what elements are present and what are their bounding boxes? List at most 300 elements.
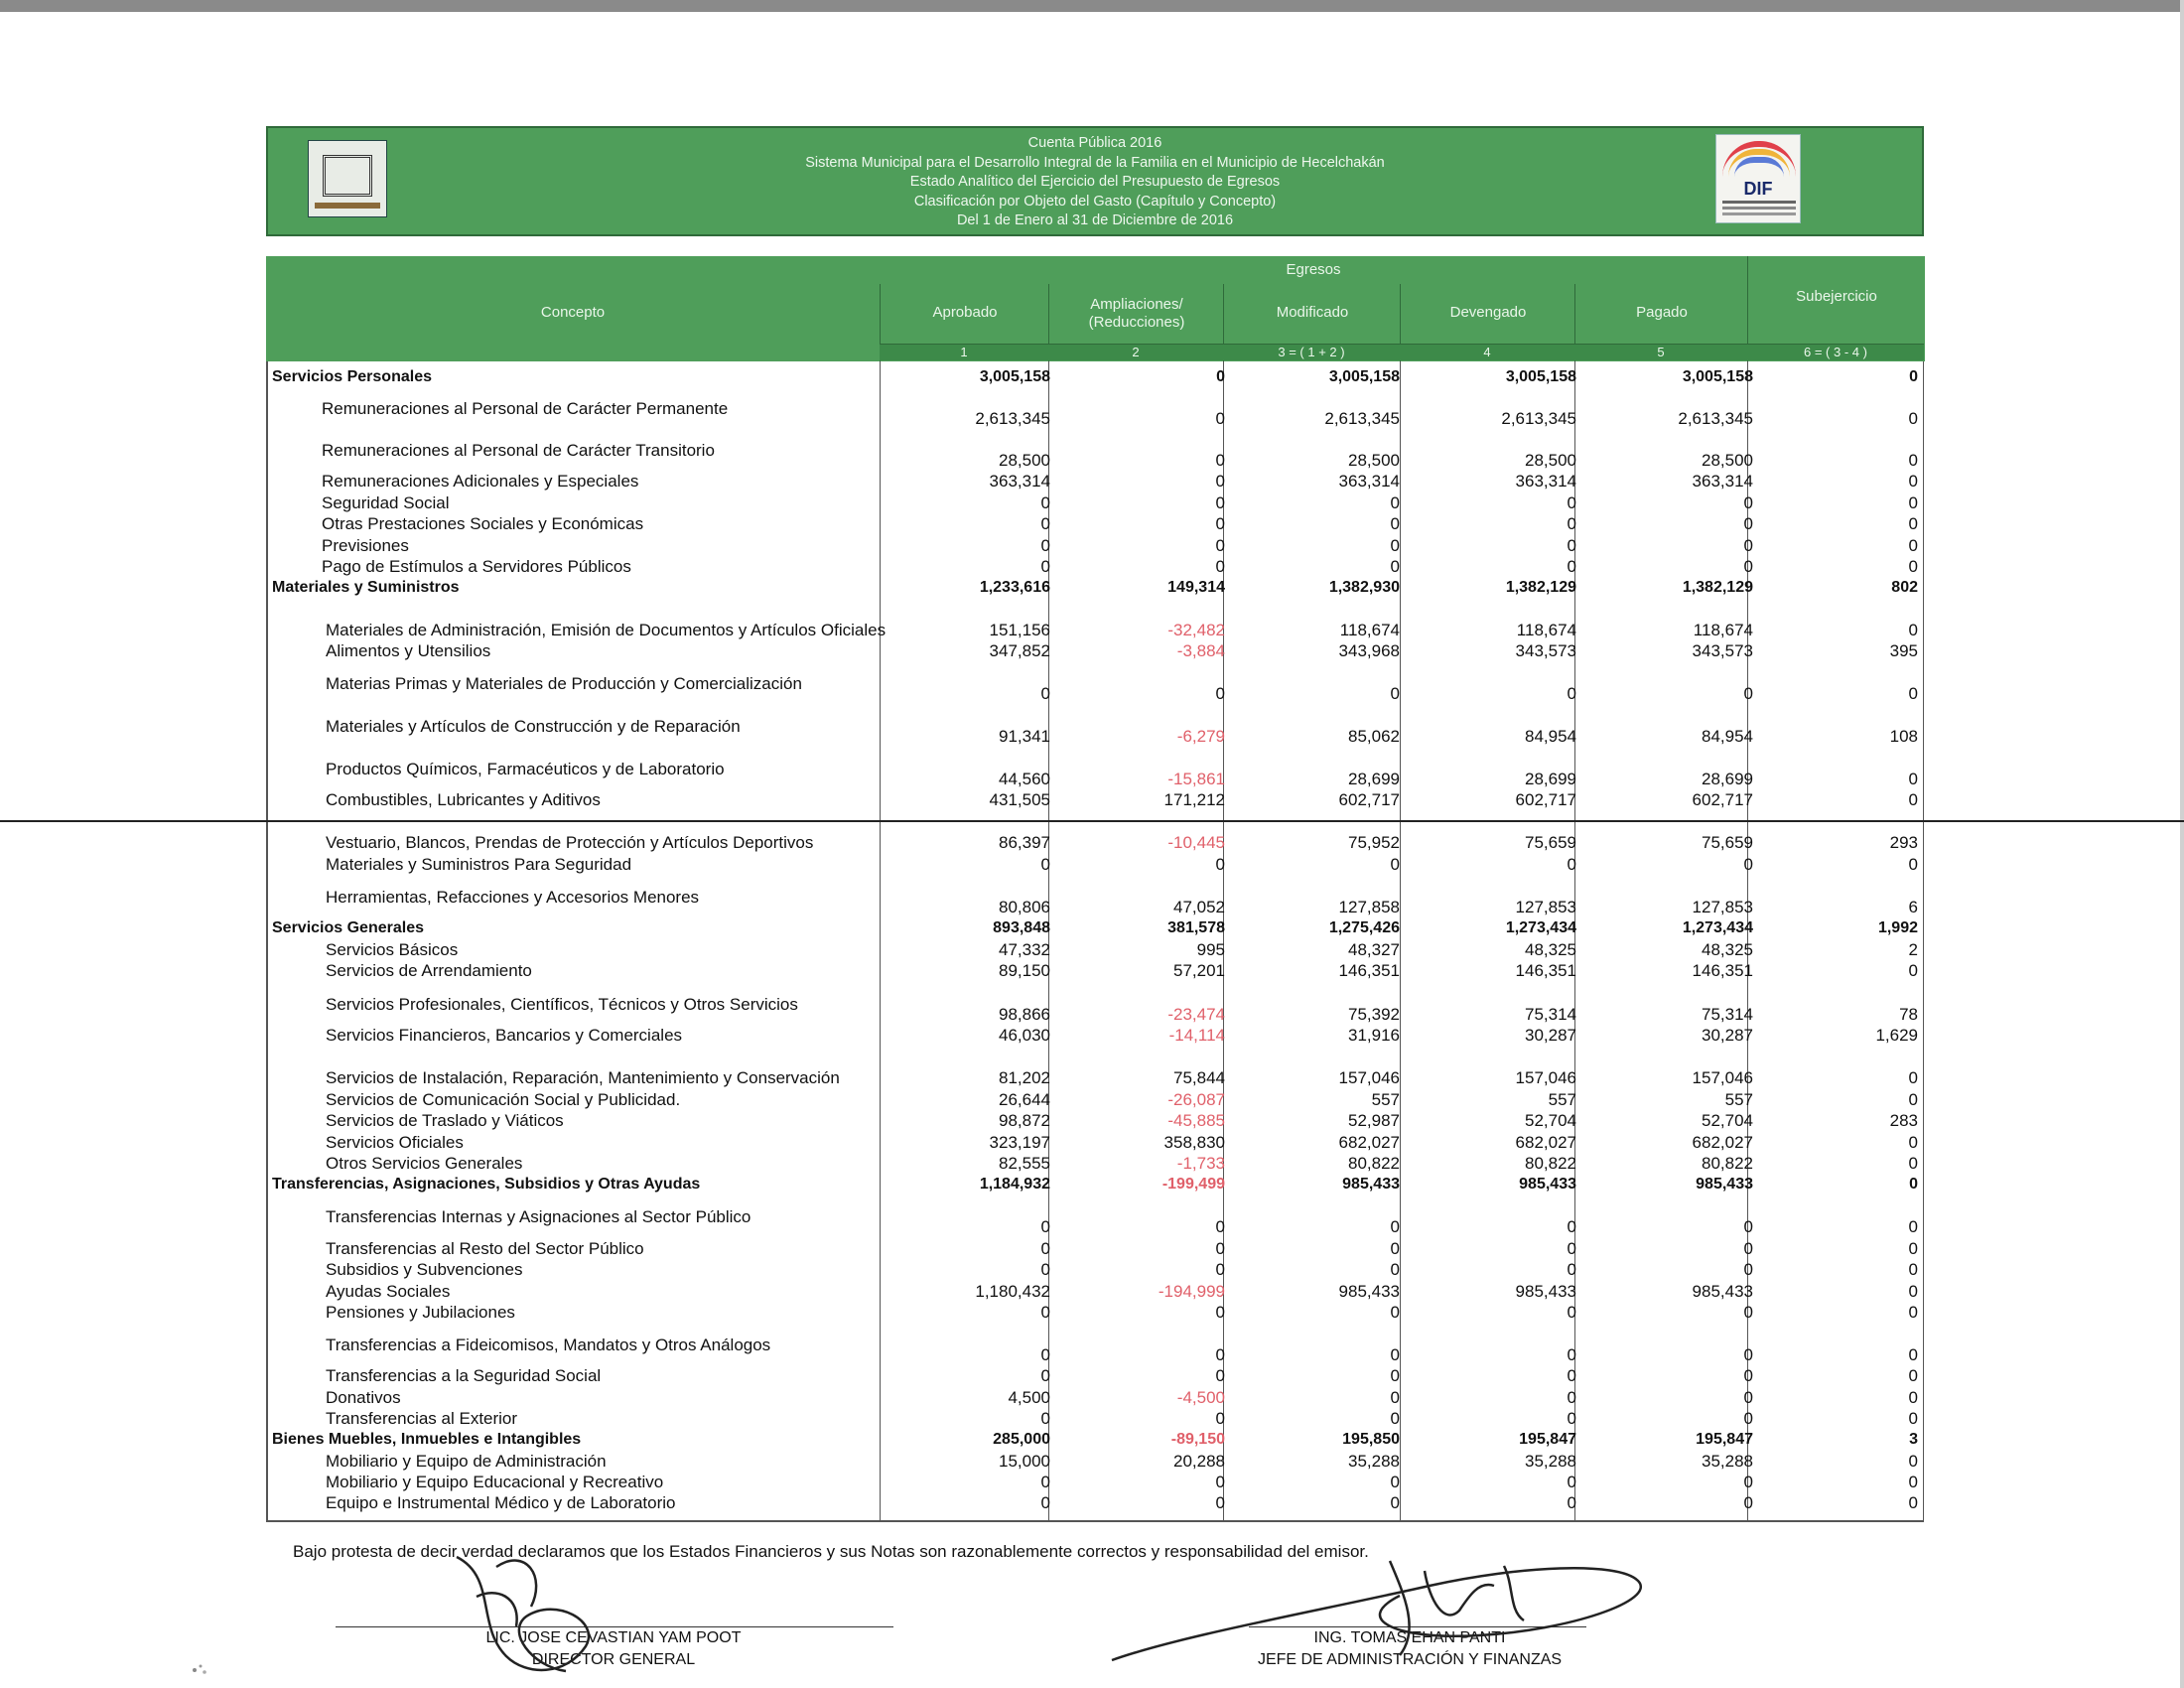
ampliaciones-value: 57,201: [1173, 961, 1225, 980]
subejercicio-value: 0: [1908, 557, 1918, 576]
row-label: Mobiliario y Equipo Educacional y Recreativo: [326, 1473, 664, 1491]
ampliaciones-value: 0: [1215, 514, 1225, 533]
table-row: [266, 1260, 1924, 1280]
aprobado-value: 431,505: [989, 790, 1050, 809]
aprobado-value: 2,613,345: [975, 409, 1050, 428]
report-title-line: Clasificación por Objeto del Gasto (Capítulo y Concepto): [913, 193, 1277, 210]
devengado-value: 682,027: [1515, 1133, 1576, 1152]
modificado-value: 2,613,345: [1324, 409, 1400, 428]
table-row: [266, 597, 1924, 640]
devengado-value: 0: [1567, 493, 1576, 512]
ampliaciones-value: 75,844: [1173, 1068, 1225, 1087]
subejercicio-value: 395: [1889, 641, 1918, 660]
ampliaciones-value: 0: [1215, 1217, 1225, 1236]
pagado-value: 0: [1743, 1493, 1753, 1512]
table-row: [266, 1336, 1924, 1365]
table-row: [266, 855, 1924, 875]
row-label: Materias Primas y Materiales de Producción y Comercialización: [326, 674, 802, 693]
pagado-value: 118,674: [1693, 621, 1753, 639]
signature-2-mark: [1102, 1541, 1658, 1680]
modificado-value: 195,850: [1342, 1431, 1400, 1448]
pagado-value: 0: [1743, 1303, 1753, 1322]
pagado-value: 0: [1743, 536, 1753, 555]
table-row: [266, 514, 1924, 534]
table-row: [266, 1282, 1924, 1302]
aprobado-value: 347,852: [989, 641, 1050, 660]
row-label: Bienes Muebles, Inmuebles e Intangibles: [272, 1431, 582, 1448]
modificado-value: 0: [1390, 1366, 1400, 1385]
subejercicio-value: 0: [1908, 1260, 1918, 1279]
row-label: Servicios Personales: [272, 368, 432, 385]
ampliaciones-value: -199,499: [1161, 1176, 1225, 1193]
subejercicio-value: 0: [1908, 1452, 1918, 1471]
devengado-value: 35,288: [1525, 1452, 1576, 1471]
aprobado-value: 80,806: [999, 898, 1050, 916]
devengado-value: 157,046: [1515, 1068, 1576, 1087]
ampliaciones-value: -15,861: [1167, 770, 1225, 788]
ampliaciones-value: -26,087: [1167, 1090, 1225, 1109]
aprobado-value: 3,005,158: [979, 368, 1050, 385]
subejercicio-value: 0: [1908, 409, 1918, 428]
modificado-value: 985,433: [1338, 1282, 1400, 1301]
table-section-row: [266, 367, 1924, 387]
aprobado-value: 89,150: [999, 961, 1050, 980]
report-title-line: Cuenta Pública 2016: [1027, 135, 1162, 151]
subejercicio-value: 0: [1908, 1473, 1918, 1491]
table-row: [266, 557, 1924, 577]
aprobado-value: 15,000: [999, 1452, 1050, 1471]
aprobado-value: 0: [1040, 855, 1050, 874]
row-label: Transferencias al Resto del Sector Público: [326, 1239, 644, 1258]
header-formula-5: 5: [1574, 344, 1747, 360]
pagado-value: 363,314: [1692, 472, 1753, 491]
header-subejercicio-label: Subejercicio: [1796, 288, 1877, 305]
aprobado-value: 0: [1040, 1260, 1050, 1279]
row-label: Materiales y Suministros: [272, 579, 460, 596]
devengado-value: 557: [1548, 1090, 1576, 1109]
ampliaciones-value: 0: [1215, 684, 1225, 703]
header-devengado-label: Devengado: [1449, 304, 1527, 321]
pagado-value: 557: [1724, 1090, 1753, 1109]
pagado-value: 682,027: [1692, 1133, 1753, 1152]
pagado-value: 75,314: [1702, 1005, 1753, 1024]
table-row: [266, 888, 1924, 917]
devengado-value: 0: [1567, 536, 1576, 555]
modificado-value: 157,046: [1338, 1068, 1400, 1087]
subejercicio-value: 1,629: [1875, 1026, 1918, 1045]
ampliaciones-value: 0: [1215, 1473, 1225, 1491]
pagado-value: 52,704: [1702, 1111, 1753, 1130]
ampliaciones-value: -89,150: [1170, 1431, 1225, 1448]
dif-logo-text: DIF: [1743, 179, 1773, 199]
signer2-title: JEFE DE ADMINISTRACIÓN Y FINANZAS: [1257, 1651, 1563, 1668]
pagado-value: 985,433: [1692, 1282, 1753, 1301]
subejercicio-value: 1,992: [1877, 919, 1918, 936]
row-label: Servicios Oficiales: [326, 1133, 464, 1152]
row-label: Remuneraciones al Personal de Carácter Permanente: [322, 399, 729, 418]
modificado-value: 0: [1390, 514, 1400, 533]
modificado-value: 343,968: [1338, 641, 1400, 660]
table-row: [266, 1154, 1924, 1174]
table-section-row: [266, 1175, 1924, 1195]
ampliaciones-value: 358,830: [1163, 1133, 1225, 1152]
row-label: Servicios Generales: [272, 919, 424, 936]
row-label: Servicios de Traslado y Viáticos: [326, 1111, 564, 1130]
modificado-value: 0: [1390, 493, 1400, 512]
ampliaciones-value: -1,733: [1176, 1154, 1225, 1173]
pagado-value: 0: [1743, 1473, 1753, 1491]
scan-fold-line: [0, 820, 2184, 822]
pagado-value: 343,573: [1692, 641, 1753, 660]
report-title-line: Sistema Municipal para el Desarrollo Integral de la Familia en el Municipio de Hecelchakán: [805, 154, 1385, 171]
aprobado-value: 0: [1040, 1239, 1050, 1258]
table-row: [266, 1045, 1924, 1088]
table-row: [266, 1409, 1924, 1429]
row-label: Mobiliario y Equipo de Administración: [326, 1452, 607, 1471]
subejercicio-value: 0: [1908, 1133, 1918, 1152]
row-label: Servicios Financieros, Bancarios y Comerciales: [326, 1026, 683, 1045]
ampliaciones-value: 0: [1215, 1366, 1225, 1385]
modificado-value: 1,275,426: [1328, 919, 1400, 936]
modificado-value: 146,351: [1338, 961, 1400, 980]
devengado-value: 127,853: [1515, 898, 1576, 916]
modificado-value: 31,916: [1348, 1026, 1400, 1045]
row-label: Combustibles, Lubricantes y Aditivos: [326, 790, 601, 809]
modificado-value: 0: [1390, 1388, 1400, 1407]
subejercicio-value: 0: [1908, 684, 1918, 703]
table-row: [266, 1090, 1924, 1110]
table-row: [266, 1452, 1924, 1472]
signer1-name: LIC. JOSE CEVASTIAN YAM POOT: [485, 1629, 742, 1646]
table-row: [266, 961, 1924, 981]
devengado-value: 0: [1567, 557, 1576, 576]
ampliaciones-value: -32,482: [1167, 621, 1225, 639]
modificado-value: 557: [1371, 1090, 1400, 1109]
pagado-value: 157,046: [1692, 1068, 1753, 1087]
row-label: Transferencias a la Seguridad Social: [326, 1366, 602, 1385]
table-row: [266, 1473, 1924, 1492]
table-row: [266, 995, 1924, 1025]
header-concepto: [266, 256, 880, 361]
row-label: Materiales y Artículos de Construcción y de Reparación: [326, 717, 741, 736]
header-egresos: [880, 256, 1747, 285]
table-row: [266, 1239, 1924, 1259]
aprobado-value: 28,500: [999, 451, 1050, 470]
table-row: [266, 472, 1924, 492]
pagado-value: 0: [1743, 1217, 1753, 1236]
pagado-value: 0: [1743, 557, 1753, 576]
aprobado-value: 285,000: [993, 1431, 1050, 1448]
ampliaciones-value: 0: [1215, 472, 1225, 491]
row-label: Subsidios y Subvenciones: [326, 1260, 523, 1279]
devengado-value: 28,500: [1525, 451, 1576, 470]
aprobado-value: 1,184,932: [979, 1176, 1050, 1193]
devengado-value: 3,005,158: [1505, 368, 1576, 385]
aprobado-value: 1,233,616: [979, 579, 1050, 596]
ampliaciones-value: 0: [1215, 536, 1225, 555]
devengado-value: 0: [1567, 684, 1576, 703]
modificado-value: 28,699: [1348, 770, 1400, 788]
table-row: [266, 674, 1924, 704]
aprobado-value: 0: [1040, 514, 1050, 533]
modificado-value: 682,027: [1338, 1133, 1400, 1152]
devengado-value: 0: [1567, 1345, 1576, 1364]
row-label: Servicios Profesionales, Científicos, Técnicos y Otros Servicios: [326, 995, 798, 1014]
devengado-value: 52,704: [1525, 1111, 1576, 1130]
devengado-value: 0: [1567, 514, 1576, 533]
ampliaciones-value: -6,279: [1176, 727, 1225, 746]
subejercicio-value: 0: [1908, 1154, 1918, 1173]
ampliaciones-value: -194,999: [1158, 1282, 1225, 1301]
aprobado-value: 0: [1040, 684, 1050, 703]
subejercicio-value: 0: [1908, 451, 1918, 470]
report-title-block: [268, 134, 1922, 231]
pagado-value: 1,273,434: [1682, 919, 1753, 936]
ampliaciones-value: -14,114: [1168, 1026, 1225, 1045]
modificado-value: 3,005,158: [1328, 368, 1400, 385]
signature-1-mark: [437, 1537, 635, 1686]
row-label: Pensiones y Jubilaciones: [326, 1303, 515, 1322]
devengado-value: 2,613,345: [1501, 409, 1576, 428]
ampliaciones-value: -23,474: [1167, 1005, 1225, 1024]
row-label: Servicios de Arrendamiento: [326, 961, 532, 980]
table-row: [266, 760, 1924, 789]
header-concepto-label: Concepto: [540, 304, 606, 321]
modificado-value: 1,382,930: [1328, 579, 1400, 596]
subejercicio-value: 0: [1908, 1068, 1918, 1087]
subejercicio-value: 802: [1891, 579, 1918, 596]
pagado-value: 195,847: [1696, 1431, 1753, 1448]
devengado-value: 343,573: [1515, 641, 1576, 660]
ampliaciones-value: 0: [1215, 557, 1225, 576]
ampliaciones-value: -4,500: [1176, 1388, 1225, 1407]
table-row: [266, 1207, 1924, 1237]
devengado-value: 1,382,129: [1505, 579, 1576, 596]
aprobado-value: 0: [1040, 1345, 1050, 1364]
row-label: Otras Prestaciones Sociales y Económicas: [322, 514, 644, 533]
modificado-value: 80,822: [1348, 1154, 1400, 1173]
table-row: [266, 1366, 1924, 1386]
ampliaciones-value: 0: [1216, 368, 1225, 385]
table-row: [266, 493, 1924, 513]
subejercicio-value: 0: [1908, 855, 1918, 874]
ampliaciones-value: 0: [1215, 1345, 1225, 1364]
devengado-value: 0: [1567, 1366, 1576, 1385]
subejercicio-value: 0: [1909, 1176, 1918, 1193]
table-row: [266, 399, 1924, 429]
subejercicio-value: 0: [1908, 1239, 1918, 1258]
devengado-value: 602,717: [1515, 790, 1576, 809]
pagado-value: 0: [1743, 1239, 1753, 1258]
modificado-value: 127,858: [1338, 898, 1400, 916]
modificado-value: 0: [1390, 1239, 1400, 1258]
row-label: Otros Servicios Generales: [326, 1154, 523, 1173]
pagado-value: 0: [1743, 1409, 1753, 1428]
pagado-value: 28,699: [1702, 770, 1753, 788]
signer1-title: DIRECTOR GENERAL: [531, 1651, 696, 1668]
aprobado-value: 323,197: [989, 1133, 1050, 1152]
table-row: [266, 1388, 1924, 1408]
subejercicio-value: 0: [1908, 1388, 1918, 1407]
declaration-text: Bajo protesta de decir verdad declaramos que los Estados Financieros y sus Notas son razonablemente correctos y responsabilidad del emisor.: [293, 1542, 1369, 1561]
table-row: [266, 641, 1924, 661]
header-formula-1: 1: [880, 344, 1048, 360]
modificado-value: 35,288: [1348, 1452, 1400, 1471]
devengado-value: 0: [1567, 1388, 1576, 1407]
pagado-value: 0: [1743, 684, 1753, 703]
ampliaciones-value: -3,884: [1176, 641, 1225, 660]
subejercicio-value: 283: [1889, 1111, 1918, 1130]
row-label: Donativos: [326, 1388, 401, 1407]
devengado-value: 0: [1567, 1217, 1576, 1236]
subejercicio-value: 0: [1908, 1409, 1918, 1428]
row-label: Transferencias Internas y Asignaciones al Sector Público: [326, 1207, 751, 1226]
subejercicio-value: 0: [1908, 1217, 1918, 1236]
aprobado-value: 0: [1040, 493, 1050, 512]
aprobado-value: 0: [1040, 1473, 1050, 1491]
pagado-value: 28,500: [1702, 451, 1753, 470]
subejercicio-value: 3: [1909, 1431, 1918, 1448]
pagado-value: 985,433: [1696, 1176, 1753, 1193]
ampliaciones-value: 20,288: [1173, 1452, 1225, 1471]
ampliaciones-value: 47,052: [1173, 898, 1225, 916]
subejercicio-value: 0: [1908, 621, 1918, 639]
row-label: Productos Químicos, Farmacéuticos y de Laboratorio: [326, 760, 725, 778]
devengado-value: 0: [1567, 1239, 1576, 1258]
aprobado-value: 0: [1040, 536, 1050, 555]
pagado-value: 0: [1743, 493, 1753, 512]
ampliaciones-value: 0: [1215, 855, 1225, 874]
row-label: Remuneraciones al Personal de Carácter Transitorio: [322, 441, 715, 460]
aprobado-value: 151,156: [989, 621, 1050, 639]
devengado-value: 118,674: [1516, 621, 1576, 639]
header-pagado-label: Pagado: [1636, 304, 1688, 321]
table-row: [266, 441, 1924, 471]
row-label: Servicios Básicos: [326, 940, 459, 959]
pagado-value: 84,954: [1702, 727, 1753, 746]
report-title-line: Estado Analítico del Ejercicio del Presupuesto de Egresos: [909, 174, 1281, 190]
row-label: Seguridad Social: [322, 493, 450, 512]
devengado-value: 1,273,434: [1505, 919, 1576, 936]
aprobado-value: 98,872: [999, 1111, 1050, 1130]
report-banner: [266, 126, 1924, 236]
table-row: [266, 1493, 1924, 1513]
ampliaciones-value: 149,314: [1167, 579, 1225, 596]
signer2-name: ING. TOMAS EHAN PANTI: [1313, 1629, 1506, 1646]
aprobado-value: 1,180,432: [975, 1282, 1050, 1301]
subejercicio-value: 0: [1908, 1345, 1918, 1364]
table-row: [266, 940, 1924, 960]
modificado-value: 28,500: [1348, 451, 1400, 470]
scan-top-edge: [0, 0, 2184, 12]
subejercicio-value: 0: [1908, 790, 1918, 809]
row-label: Previsiones: [322, 536, 409, 555]
row-label: Remuneraciones Adicionales y Especiales: [322, 472, 639, 491]
table-row: [266, 1133, 1924, 1153]
row-label: Servicios de Instalación, Reparación, Mantenimiento y Conservación: [326, 1068, 840, 1087]
header-formula-4: 4: [1400, 344, 1574, 360]
row-label: Pago de Estímulos a Servidores Públicos: [322, 557, 631, 576]
table-section-row: [266, 578, 1924, 598]
aprobado-value: 86,397: [999, 833, 1050, 852]
modificado-value: 75,952: [1348, 833, 1400, 852]
subejercicio-value: 2: [1908, 940, 1918, 959]
devengado-value: 146,351: [1515, 961, 1576, 980]
pagado-value: 0: [1743, 855, 1753, 874]
subejercicio-value: 293: [1889, 833, 1918, 852]
ampliaciones-value: 995: [1196, 940, 1225, 959]
modificado-value: 0: [1390, 1217, 1400, 1236]
header-aprobado-label: Aprobado: [932, 304, 998, 321]
pagado-value: 0: [1743, 1260, 1753, 1279]
pagado-value: 30,287: [1702, 1026, 1753, 1045]
pagado-value: 35,288: [1702, 1452, 1753, 1471]
devengado-value: 30,287: [1525, 1026, 1576, 1045]
ampliaciones-value: -10,445: [1167, 833, 1225, 852]
header-formula-2: 2: [1048, 344, 1223, 360]
aprobado-value: 0: [1040, 1409, 1050, 1428]
devengado-value: 985,433: [1515, 1282, 1576, 1301]
modificado-value: 363,314: [1338, 472, 1400, 491]
header-formula-6: 6 = ( 3 - 4 ): [1747, 344, 1924, 360]
aprobado-value: 81,202: [999, 1068, 1050, 1087]
subejercicio-value: 0: [1908, 1366, 1918, 1385]
ampliaciones-value: 0: [1215, 451, 1225, 470]
devengado-value: 75,314: [1525, 1005, 1576, 1024]
pagado-value: 75,659: [1702, 833, 1753, 852]
subejercicio-value: 0: [1909, 368, 1918, 385]
pagado-value: 0: [1743, 1388, 1753, 1407]
modificado-value: 0: [1390, 557, 1400, 576]
ampliaciones-value: 0: [1215, 1493, 1225, 1512]
ampliaciones-value: 0: [1215, 493, 1225, 512]
modificado-value: 48,327: [1348, 940, 1400, 959]
subejercicio-value: 0: [1908, 472, 1918, 491]
subejercicio-value: 0: [1908, 770, 1918, 788]
row-label: Materiales y Suministros Para Seguridad: [326, 855, 632, 874]
table-section-row: [266, 918, 1924, 938]
pagado-value: 0: [1743, 1345, 1753, 1364]
aprobado-value: 363,314: [989, 472, 1050, 491]
modificado-value: 75,392: [1348, 1005, 1400, 1024]
devengado-value: 195,847: [1519, 1431, 1576, 1448]
subejercicio-value: 0: [1908, 536, 1918, 555]
devengado-value: 0: [1567, 1473, 1576, 1491]
modificado-value: 0: [1390, 1345, 1400, 1364]
header-modificado-label: Modificado: [1276, 304, 1349, 321]
ampliaciones-value: 0: [1215, 1239, 1225, 1258]
aprobado-value: 0: [1040, 1366, 1050, 1385]
subejercicio-value: 6: [1908, 898, 1918, 916]
pagado-value: 602,717: [1692, 790, 1753, 809]
modificado-value: 52,987: [1348, 1111, 1400, 1130]
row-label: Herramientas, Refacciones y Accesorios Menores: [326, 888, 700, 907]
row-label: Alimentos y Utensilios: [326, 641, 491, 660]
table-row: [266, 536, 1924, 556]
modificado-value: 0: [1390, 684, 1400, 703]
aprobado-value: 4,500: [1008, 1388, 1050, 1407]
table-row: [266, 717, 1924, 747]
modificado-value: 0: [1390, 1473, 1400, 1491]
aprobado-value: 82,555: [999, 1154, 1050, 1173]
pagado-value: 0: [1743, 1366, 1753, 1385]
header-formula-3: 3 = ( 1 + 2 ): [1223, 344, 1400, 360]
devengado-value: 363,314: [1515, 472, 1576, 491]
modificado-value: 0: [1390, 1303, 1400, 1322]
pagado-value: 3,005,158: [1682, 368, 1753, 385]
row-label: Transferencias a Fideicomisos, Mandatos y Otros Análogos: [326, 1336, 771, 1354]
subejercicio-value: 0: [1908, 1303, 1918, 1322]
